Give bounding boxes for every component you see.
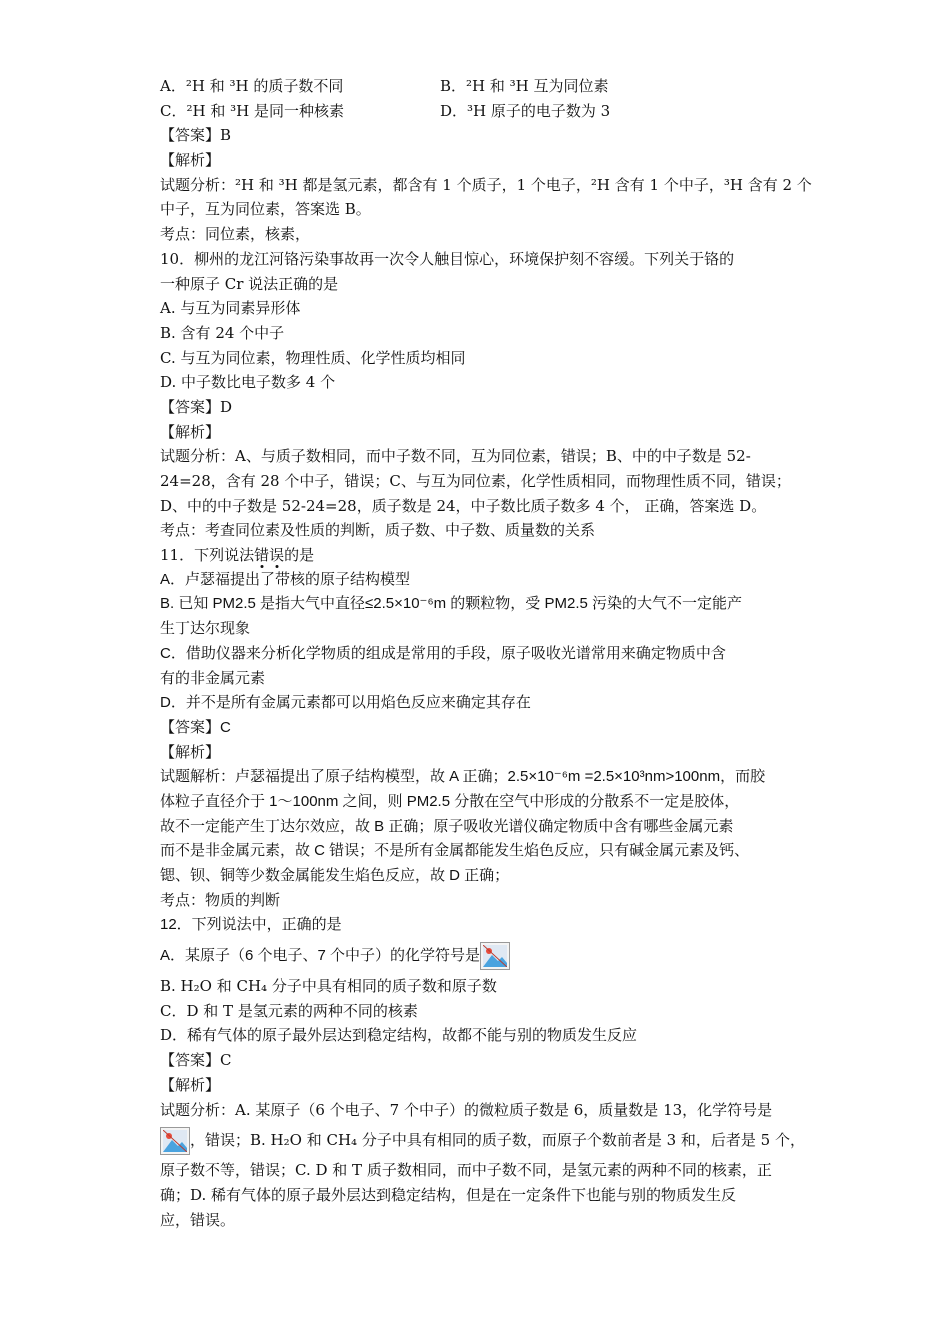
q11-analysis-line: 故不一定能产生丁达尔效应，故 B 正确；原子吸收光谱仪确定物质中含有哪些金属元素	[160, 817, 734, 835]
q11-stem	[160, 543, 800, 568]
q10-analysis-line: 试题分析：A、与质子数相同，而中子数不同，互为同位素，错误；B、中的中子数是 52-	[160, 447, 751, 466]
q12-analysis-text: ，错误；B. H₂O 和 CH₄ 分子中具有相同的质子数，而原子个数前者是 3 和，后者是 5 个，	[190, 1131, 805, 1150]
q12-analysis-line: 原子数不等，错误；C. D 和 T 质子数相同，而中子数不同，是氢元素的两种不同的核素，正	[160, 1161, 772, 1180]
q12-option-b: B. H₂O 和 CH₄ 分子中具有相同的质子数和原子数	[160, 977, 497, 996]
q10-option-a: A. 与互为同素异形体	[160, 299, 301, 318]
broken-image-icon	[480, 942, 510, 970]
q9-analysis-label: 【解析】	[160, 151, 221, 170]
q12-analysis-line: 试题分析：A. 某原子（6 个电子、7 个中子）的微粒质子数是 6，质量数是 13，化学符号是	[160, 1100, 773, 1119]
q10-option-d: D. 中子数比电子数多 4 个	[160, 373, 336, 392]
q11-stem-emphasis: 错	[254, 546, 270, 565]
q11-option-c-cont: 有的非金属元素	[160, 669, 266, 687]
q11-analysis-line: 试题解析：卢瑟福提出了原子结构模型，故 A 正确；2.5×10⁻⁶m =2.5×10³nm>100nm，而胶	[160, 768, 766, 786]
q11-answer: 【答案】C	[160, 718, 231, 736]
q11-analysis-label: 【解析】	[160, 743, 221, 761]
q10-analysis-line: D、中的中子数是 52-24=28，质子数是 24，中子数比质子数多 4 个， 正确，答案选 D。	[160, 496, 767, 515]
q11-kaodian: 考点：物质的判断	[160, 891, 281, 909]
q12-option-c: C．D 和 T 是氢元素的两种不同的核素	[160, 1001, 418, 1020]
q12-answer: 【答案】C	[160, 1051, 232, 1070]
q12-option-d: D．稀有气体的原子最外层达到稳定结构，故都不能与别的物质发生反应	[160, 1026, 638, 1045]
q10-option-c: C. 与互为同位素，物理性质、化学性质均相同	[160, 348, 466, 367]
q9-option-a: A．²H 和 ³H 的质子数不同	[160, 77, 344, 95]
q10-stem-line: 一种原子 Cr 说法正确的是	[160, 274, 339, 293]
q10-stem-line: 10．柳州的龙江河铬污染事故再一次令人触目惊心，环境保护刻不容缓。下列关于铬的	[160, 249, 735, 268]
q11-option-c: C．借助仪器来分析化学物质的组成是常用的手段，原子吸收光谱常用来确定物质中含	[160, 644, 726, 662]
q9-options-row-1	[160, 74, 800, 99]
q10-answer: 【答案】D	[160, 397, 233, 416]
q10-analysis-line: 24=28，含有 28 个中子，错误；C、与互为同位素，化学性质相同，而物理性质不同，错误；	[160, 472, 791, 490]
q12-option-a-text: A．某原子（6 个电子、7 个中子）的化学符号是	[160, 947, 481, 965]
q12-analysis-line	[160, 1122, 805, 1158]
q12-option-a	[160, 938, 800, 974]
document-page	[160, 74, 812, 1232]
q9-analysis-line: 试题分析：²H 和 ³H 都是氢元素，都含有 1 个质子，1 个电子，²H 含有 1 个中子，³H 含有 2 个	[160, 175, 812, 194]
q9-option-c: C．²H 和 ³H 是同一种核素	[160, 101, 344, 120]
q11-option-a: A．卢瑟福提出了带核的原子结构模型	[160, 570, 411, 588]
q11-stem-emphasis: 误	[269, 546, 285, 565]
q11-option-d: D．并不是所有金属元素都可以用焰色反应来确定其存在	[160, 694, 531, 712]
q11-option-b-cont: 生丁达尔现象	[160, 620, 251, 638]
q10-analysis-label: 【解析】	[160, 422, 221, 441]
q11-option-b: B. 已知 PM2.5 是指大气中直径≤2.5×10⁻⁶m 的颗粒物，受 PM2.5 污染的大气不一定能产	[160, 595, 742, 613]
q11-stem-pre: 11．下列说法	[160, 546, 255, 565]
q9-options-row-2	[160, 99, 800, 124]
q9-analysis-line: 中子，互为同位素，答案选 B。	[160, 200, 371, 219]
q12-stem: 12．下列说法中，正确的是	[160, 916, 342, 934]
q11-analysis-line: 而不是非金属元素，故 C 错误；不是所有金属都能发生焰色反应，只有碱金属元素及钙、	[160, 842, 750, 860]
q11-analysis-line: 锶、钡、铜等少数金属能发生焰色反应，故 D 正确；	[160, 867, 510, 884]
q11-analysis-line: 体粒子直径介于 1～100nm 之间，则 PM2.5 分散在空气中形成的分散系不一定是胶体，	[160, 792, 740, 810]
q11-stem-post: 的是	[284, 546, 315, 565]
q12-analysis-line: 应，错误。	[160, 1210, 236, 1229]
q10-option-b: B. 含有 24 个中子	[160, 323, 285, 342]
q9-answer: 【答案】B	[160, 126, 232, 145]
q12-analysis-label: 【解析】	[160, 1075, 221, 1094]
q9-kaodian: 考点：同位素，核素，	[160, 225, 311, 244]
q9-option-b: B．²H 和 ³H 互为同位素	[440, 77, 609, 95]
q12-analysis-line: 确；D. 稀有气体的原子最外层达到稳定结构，但是在一定条件下也能与别的物质发生反	[160, 1185, 737, 1204]
q9-option-d: D．³H 原子的电子数为 3	[440, 101, 611, 120]
q10-kaodian: 考点：考查同位素及性质的判断，质子数、中子数、质量数的关系	[160, 521, 596, 540]
broken-image-icon	[160, 1127, 190, 1155]
